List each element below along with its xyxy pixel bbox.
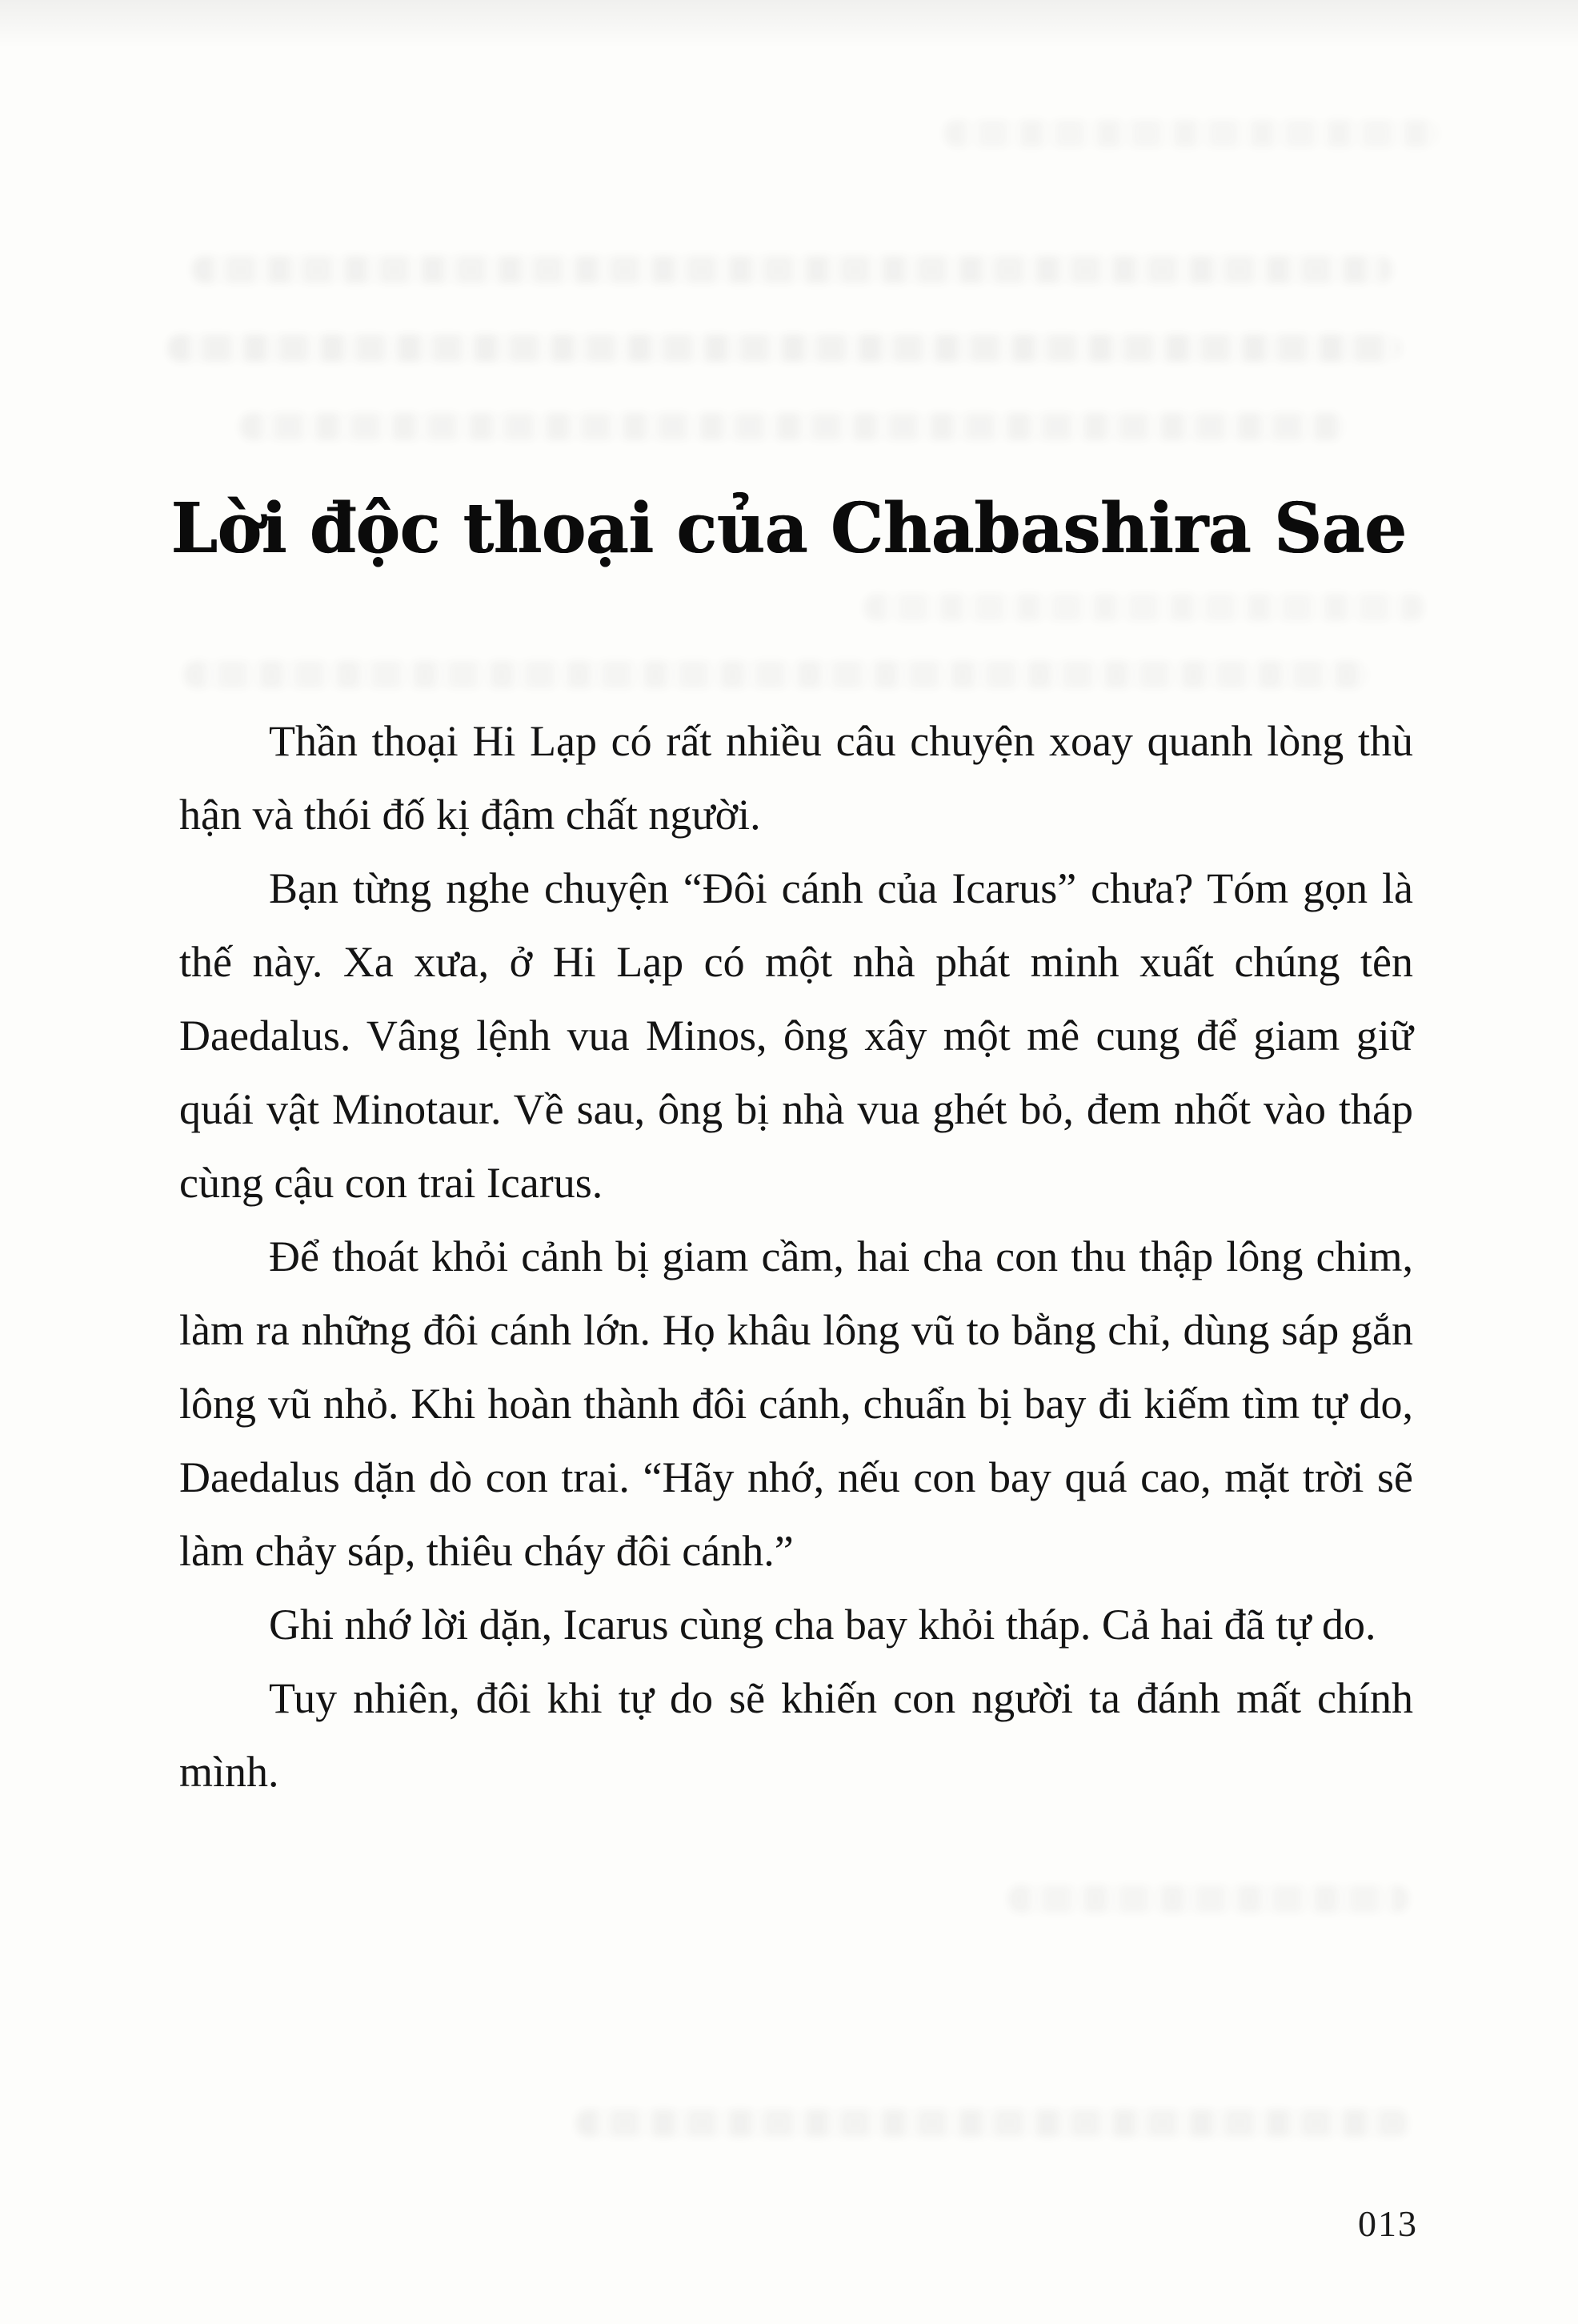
bleedthrough-line — [1008, 1885, 1408, 1913]
bleedthrough-line — [864, 594, 1424, 621]
paragraph-4: Ghi nhớ lời dặn, Icarus cùng cha bay khỏi tháp. Cả hai đã tự do. — [269, 1601, 1376, 1649]
paragraph-2: Bạn từng nghe chuyện “Đôi cánh của Icarus” chưa? Tóm gọn là thế này. Xa xưa, ở Hi Lạp có một nhà phát minh xuất chúng tên Daedalus. Vâng lệnh vua Minos, ông xây một mê cung để giam giữ quái vật Minotaur. Về sau, ông bị nhà vua ghét bỏ, đem nhốt vào tháp cùng cậu con trai Icarus. — [179, 864, 1413, 1207]
paragraph-1: Thần thoại Hi Lạp có rất nhiều câu chuyện xoay quanh lòng thù hận và thói đố kị đậm chất người. — [179, 717, 1413, 839]
chapter-title: Lời độc thoại của Chabashira Sae — [170, 488, 1408, 569]
paragraph-5: Tuy nhiên, đôi khi tự do sẽ khiến con người ta đánh mất chính mình. — [179, 1674, 1413, 1796]
bleedthrough-line — [168, 335, 1400, 362]
paragraph-3: Để thoát khỏi cảnh bị giam cầm, hai cha con thu thập lông chim, làm ra những đôi cánh lớn. Họ khâu lông vũ to bằng chỉ, dùng sáp gắn lông vũ nhỏ. Khi hoàn thành đôi cánh, chuẩn bị bay đi kiếm tìm tự do, Daedalus dặn dò con trai. “Hãy nhớ, nếu con bay quá cao, mặt trời sẽ làm chảy sáp, thiêu cháy đôi cánh.” — [179, 1232, 1413, 1575]
bleedthrough-line — [240, 413, 1344, 440]
bleedthrough-line — [184, 661, 1368, 688]
bleedthrough-line — [944, 120, 1440, 147]
body-text — [179, 704, 1413, 1809]
page-number: 013 — [1358, 2203, 1418, 2244]
bleedthrough-line — [576, 2110, 1408, 2137]
bleedthrough-line — [192, 256, 1392, 283]
